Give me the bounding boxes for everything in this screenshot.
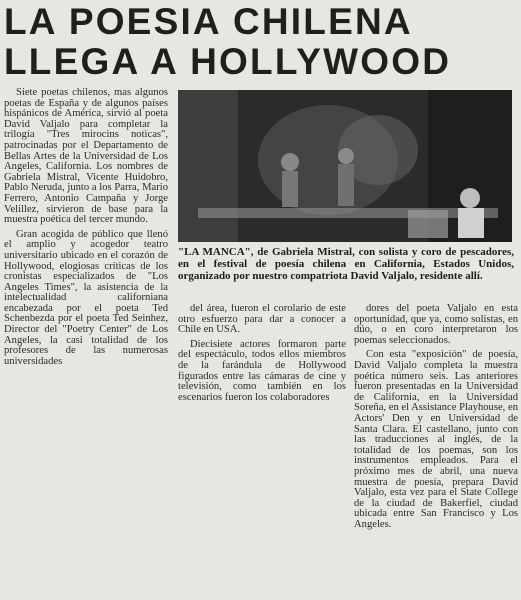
headline <box>4 2 518 82</box>
article-paragraph: dores del poeta Valjalo en esta oportunidad, que ya, como solistas, en dúo, o en coro interpretaron los poemas seleccionados. <box>354 304 518 346</box>
performance-photo-image <box>178 90 512 242</box>
article-paragraph: Con esta "exposición" de poesía, David Valjalo completa la muestra poética número seis. Las anteriores fueron presentadas en la Universidad de California, en la Universidad Soreña, en el Assistance Playhouse, en Actors' Den y en Universidad de Santa Clara. El castellano, junto con las traducciones al inglés, de la totalidad de los poemas, son los instrumentos empleados. Para el próximo mes de abril, una nueva muestra de poesía, prepara David Valjalo, esta vez para el State College de la ciudad de Bakerfiel, ciudad ubicada entre San Francisco y Los Angeles. <box>354 349 518 530</box>
article-paragraph: Diecisiete actores formaron parte del espectáculo, todos ellos miembros de la farándula de Hollywood figurados entre las cámaras de cine y televisión, como también en los escenarios fueron los colaboradores <box>178 338 346 403</box>
article-paragraph: Gran acogida de público que llenó el amplio y acogedor teatro universitario ubicado en el corazón de Hollywood, elogiosas críticas de los cronistas especializados de "Los Angeles Times", la asistencia de la intelectualidad californiana encabezada por el poeta Ted Schenbezda por el poeta Ted Seinhez, Director del "Poetry Center" de Los Angeles, la casi totalidad de los profesores de las numerosas universidades <box>4 228 168 367</box>
article-column-middle <box>178 304 346 596</box>
article-paragraph: del área, fueron el corolario de este otro esfuerzo para dar a conocer a Chile en USA. <box>178 304 346 336</box>
article-column-right <box>354 304 518 596</box>
article-paragraph: Siete poetas chilenos, mas algunos poetas de España y de algunos países hispánicos de América, sirvió al poeta David Valjalo para completar la trilogía "Tres mirocins noticas", patrocinadas por el Departamento de Bellas Artes de la Universidad de Los Angeles, California. Los nombres de Gabriela Mistral, Vicente Huidobro, Pablo Neruda, junto a los Parra, Mario Ferrero, Antonio Campaña y Jorge Velillez, sirvieron de base para la muestra poética del tercer mundo. <box>4 88 168 226</box>
headline-line-1: LA POESIA CHILENA <box>4 1 413 42</box>
headline-line-2: LLEGA A HOLLYWOOD <box>4 41 452 82</box>
photo-caption: "LA MANCA", de Gabriela Mistral, con solista y coro de pescadores, en el festival de poesía chilena en California, Estados Unidos, organizado por nuestro compatriota David Valjalo, residente allí. <box>178 246 514 283</box>
article-column-left <box>4 88 168 596</box>
performance-photo <box>178 90 512 242</box>
